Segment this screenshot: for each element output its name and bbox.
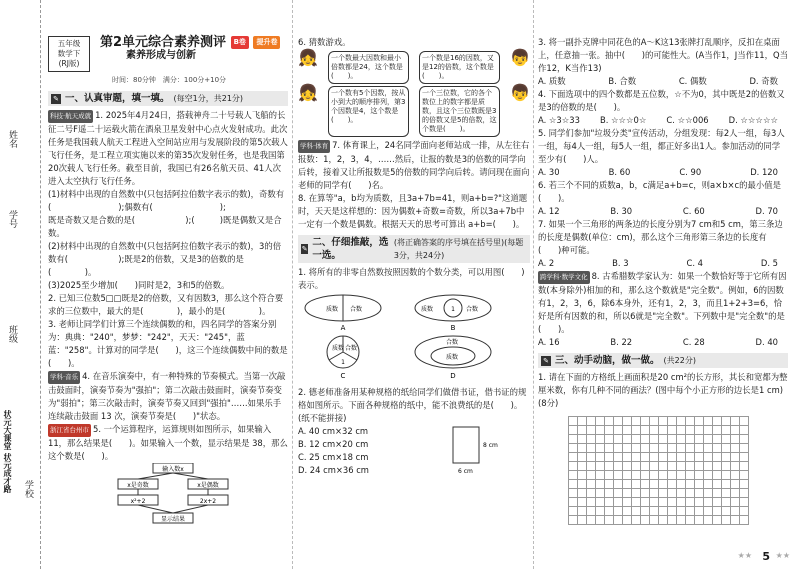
venn-c-one: 1 <box>341 359 345 366</box>
question-2-2: 2. 德老师准备用某种规格的纸给同学们做借书证，借书证的规格如图所示。下面各种规格的纸中，能不浪费纸的是( )。(纸不能拼接) <box>298 387 527 423</box>
speech-bubble-2: 一个数是16的因数，又是12的倍数，这个数是( )。 <box>419 51 500 84</box>
topic-tag: 学科·音乐 <box>48 371 80 384</box>
speech-bubble-4: 一个三位数，它的各个数位上的数字都是质数，且这个三位数既是3的倍数又是5的倍数，这个数是( )。 <box>419 86 500 137</box>
options-2-8: A. 16 B. 22 C. 28 D. 40 <box>538 337 778 347</box>
question-2: 2. 已知三位数5□□既是2的倍数，又有因数3，那么这个符合要求的三位数中，最大的是( )，最小的是( )。 <box>48 293 284 316</box>
grade-box <box>48 36 90 72</box>
venn-a-prime: 质数 <box>326 306 339 313</box>
edition-label: (RJ版) <box>58 59 80 68</box>
question-1-2: (2)材料中出现的自然数中(只包括阿拉伯数字表示的数)，3的倍数有( );既是2的倍数，又是3的倍数的是( )。 <box>48 241 282 277</box>
venn-b-composite: 合数 <box>466 306 479 313</box>
page-subtitle: 素养形成与创新 <box>126 50 196 61</box>
question-3-1: 1. 请在下面的方格纸上画面积是20 cm²的长方形，其长和宽都为整厘米数，你有几种不同的画法？(图中每个小正方形的边长是1 cm)(8分) <box>538 372 788 408</box>
b-badge: B卷 <box>231 36 249 49</box>
question-3: 3. 老师让同学们计算三个连续偶数的和，四名同学的答案分别为：典典："240"，梦梦："242"，天天："245"，蓝蓝："258"。计算对的同学是( )，这三个连续偶数中间的数是( )。 <box>48 319 288 368</box>
question-1-1b: 既是奇数又是合数的是( );( )既是偶数又是合数。 <box>48 215 282 238</box>
options-2-3: A. 质数 B. 合数 C. 偶数 D. 奇数 <box>538 76 778 86</box>
question-2-7: 7. 如果一个三角形的两条边的长度分别为7 cm和5 cm，第三条边的长度是偶数(单位：cm)，那么这个三角形第三条边的长度有( )种可能。 <box>538 219 783 255</box>
column-divider <box>533 0 534 569</box>
venn-c-composite: 合数 <box>345 345 358 352</box>
venn-options <box>298 292 528 382</box>
decor-stars-icon: ★★ <box>775 551 790 560</box>
guess-row-1 <box>298 48 530 84</box>
section-3-heading: ✎ 三、动手动脑，做一做。 (共22分) <box>538 353 788 368</box>
girl-avatar-icon: 👧 <box>298 83 318 102</box>
guess-row-2 <box>298 83 530 137</box>
class-label: 班级 <box>7 325 17 343</box>
name-label: 姓名 <box>7 130 17 148</box>
venn-b-one: 1 <box>451 306 455 313</box>
binding-strip <box>0 0 41 569</box>
flow-odd-text: x是奇数 <box>127 482 149 489</box>
pencil-icon: ✎ <box>301 245 308 253</box>
question-1: 科技·航天成就 1. 2025年4月24日，搭载神舟二十号载人飞船的长征二号F遥二十运载火箭在酒泉卫星发射中心点火发射成功。此次任务是我国载人航天工程进入空间站应用与发展阶段的第5次载人飞行任务，是工程立项实施以来的第35次发射任务，也是我国第20次载人飞行任务。截至目前，我国已有26名航天员、41人次进入太空执行飞行任务。 <box>48 110 288 186</box>
grade-label: 五年级 <box>57 39 81 48</box>
question-7: 学科·体育 7. 体育课上，24名同学面向老师站成一排，从左往右报数：1，2，3，4，……然后，让报的数是3的倍数的同学向后转，接着又让所报数是5的倍数的同学向后转。请问现在面向老师的同学有( )名。 <box>298 140 530 190</box>
column-left <box>48 0 288 569</box>
student-id-label: 学号 <box>7 210 17 228</box>
speech-bubble-1: 一个数最大因数和最小倍数都是24，这个数是( )。 <box>328 51 409 84</box>
options-2-7: A. 2 B. 3 C. 4 D. 5 <box>538 258 778 268</box>
flow-f1-text: x²+2 <box>130 498 146 505</box>
card-height-label: 8 cm <box>483 442 498 449</box>
boy-avatar-icon: 👦 <box>510 83 530 102</box>
page-title: 第2单元综合素养测评 B卷 提升卷 <box>100 36 280 49</box>
card-width-label: 6 cm <box>458 468 473 475</box>
question-2-4: 4. 下面选项中的四个数都是五位数，☆不为0，其中既是2的倍数又是3的倍数的是( )。 <box>538 89 785 112</box>
venn-d-prime: 质数 <box>446 354 459 361</box>
venn-c-prime: 质数 <box>332 345 345 352</box>
question-8: 8. 在算等"a，b均为质数，且3a+7b=41，则a+b=?"这道题时，天天是这样想的：因为偶数+奇数=奇数，所以3a+7b中一定有一个数是偶数。根据天天的思考可算出 a+b=( )。 <box>298 193 528 229</box>
question-5: 浙江省台州市 5. 一个运算程序，运算规则如图所示，如果输入 11，那么结果是( )。如果输入一个数，显示结果是 38，那么这个数是( )。 <box>48 424 288 461</box>
flow-output-text: 显示结果 <box>160 516 186 523</box>
question-2-8: 跨学科·数学文化 8. 古希腊数学家认为：如果一个数恰好等于它所有因数(本身除外)相加的和，那么这个数就是"完全数"。例如，6的因数有1，2，3，6，除6本身外，还有1，2，3，而且1+2+3=6，恰好是所有因数的和，所以6就是"完全数"。下列数中是"完全数"的是( )。 <box>538 271 787 334</box>
venn-d-composite: 合数 <box>446 339 459 346</box>
boy-avatar-icon: 👦 <box>510 48 530 67</box>
options-2-5: A. 30 B. 60 C. 90 D. 120 <box>538 167 778 177</box>
speech-bubble-3: 一个数有5个因数，按从小到大的顺序排列，第3个因数是4，这个数是( )。 <box>328 86 409 137</box>
flow-input-text: 输入数x <box>162 466 184 473</box>
topic-tag: 跨学科·数学文化 <box>538 271 590 284</box>
page-number: 5 <box>762 550 770 563</box>
venn-b-prime: 质数 <box>421 306 434 313</box>
column-middle <box>298 0 530 569</box>
venn-a-composite: 合数 <box>350 306 363 313</box>
question-6-intro: 6. 猜数游戏。 <box>298 37 351 47</box>
question-2-2-body <box>298 425 530 477</box>
question-1-1: (1)材料中出现的自然数中(只包括阿拉伯数字表示的数)，奇数有( );偶数有( ); <box>48 189 285 212</box>
question-2-3: 3. 将一副扑克牌中同花色的A～K这13张牌打乱顺序，反扣在桌面上，任意抽一张。抽中( )的可能性大。(A当作1，J当作11，Q当作12，K当作13) <box>538 37 788 73</box>
option-d: D. 24 cm×36 cm <box>298 465 369 475</box>
flowchart <box>98 463 248 527</box>
option-a: A. 40 cm×32 cm <box>298 426 369 436</box>
column-right <box>538 0 788 569</box>
brand-label: 状元大课堂 状元成才路 <box>3 410 12 493</box>
subject-label: 数学下 <box>57 49 81 58</box>
question-1-3: (3)2025至少增加( )同时是2，3和5的倍数。 <box>48 280 230 290</box>
topic-tag: 科技·航天成就 <box>48 110 93 123</box>
options-2-4: A. ☆3☆33 B. ☆☆☆0☆ C. ☆☆006 D. ☆☆☆☆☆ <box>538 115 778 125</box>
school-label: 学校 <box>23 480 33 498</box>
option-c: C. 25 cm×18 cm <box>298 452 369 462</box>
options-2-6: A. 12 B. 30 C. 60 D. 70 <box>538 206 778 216</box>
question-4: 学科·音乐 4. 在音乐演奏中，有一种特殊的节奏模式。当第一次敲击鼓面时，演奏节奏为"强拍"；第二次敲击鼓面时，演奏节奏变为"弱拍"；第三次敲击时，演奏节奏又回到"强拍"……如果乐手连续敲击鼓面 13 次，演奏节奏是( )"状态。 <box>48 371 286 421</box>
question-2-1: 1. 将所有的非零自然数按照因数的个数分类，可以用图( )表示。 <box>298 267 525 290</box>
question-2-5: 5. 同学们参加"垃圾分类"宣传活动，分组发现：每2人一组，每3人一组，每4人一组，每5人一组，都正好多出1人。参加活动的同学至少有( )人。 <box>538 128 785 164</box>
header <box>48 36 288 72</box>
region-tag: 浙江省台州市 <box>48 424 91 437</box>
section-2-heading: ✎ 二、仔细推敲，选一选。 (将正确答案的序号填在括号里)(每题3分，共24分) <box>298 235 530 263</box>
option-c-label: C <box>340 372 346 380</box>
option-b-label: B <box>450 324 456 332</box>
pencil-icon: ✎ <box>51 94 61 104</box>
pencil-icon: ✎ <box>541 356 551 366</box>
flow-even-text: x是偶数 <box>197 482 219 489</box>
option-a-label: A <box>340 324 346 332</box>
girl-avatar-icon: 👧 <box>298 48 318 67</box>
column-divider <box>292 0 293 569</box>
flow-f2-text: 2x+2 <box>199 498 217 505</box>
section-1-heading: ✎ 一、认真审题，填一填。 (每空1分，共21分) <box>48 91 288 106</box>
decor-stars-icon: ★★ <box>737 551 752 560</box>
question-2-6: 6. 若三个不同的质数a，b，c满足a+b=c，则a×b×c的最小值是( )。 <box>538 180 782 203</box>
option-b: B. 12 cm×20 cm <box>298 439 369 449</box>
card-diagram <box>438 425 508 477</box>
card-rect <box>453 427 479 463</box>
topic-tag: 学科·体育 <box>298 140 330 153</box>
level-badge: 提升卷 <box>253 36 280 49</box>
option-d-label: D <box>450 372 456 380</box>
time-score-meta: 时间：80分钟 满分：100分+10分 <box>112 76 227 84</box>
grid-paper[interactable] <box>568 416 749 525</box>
